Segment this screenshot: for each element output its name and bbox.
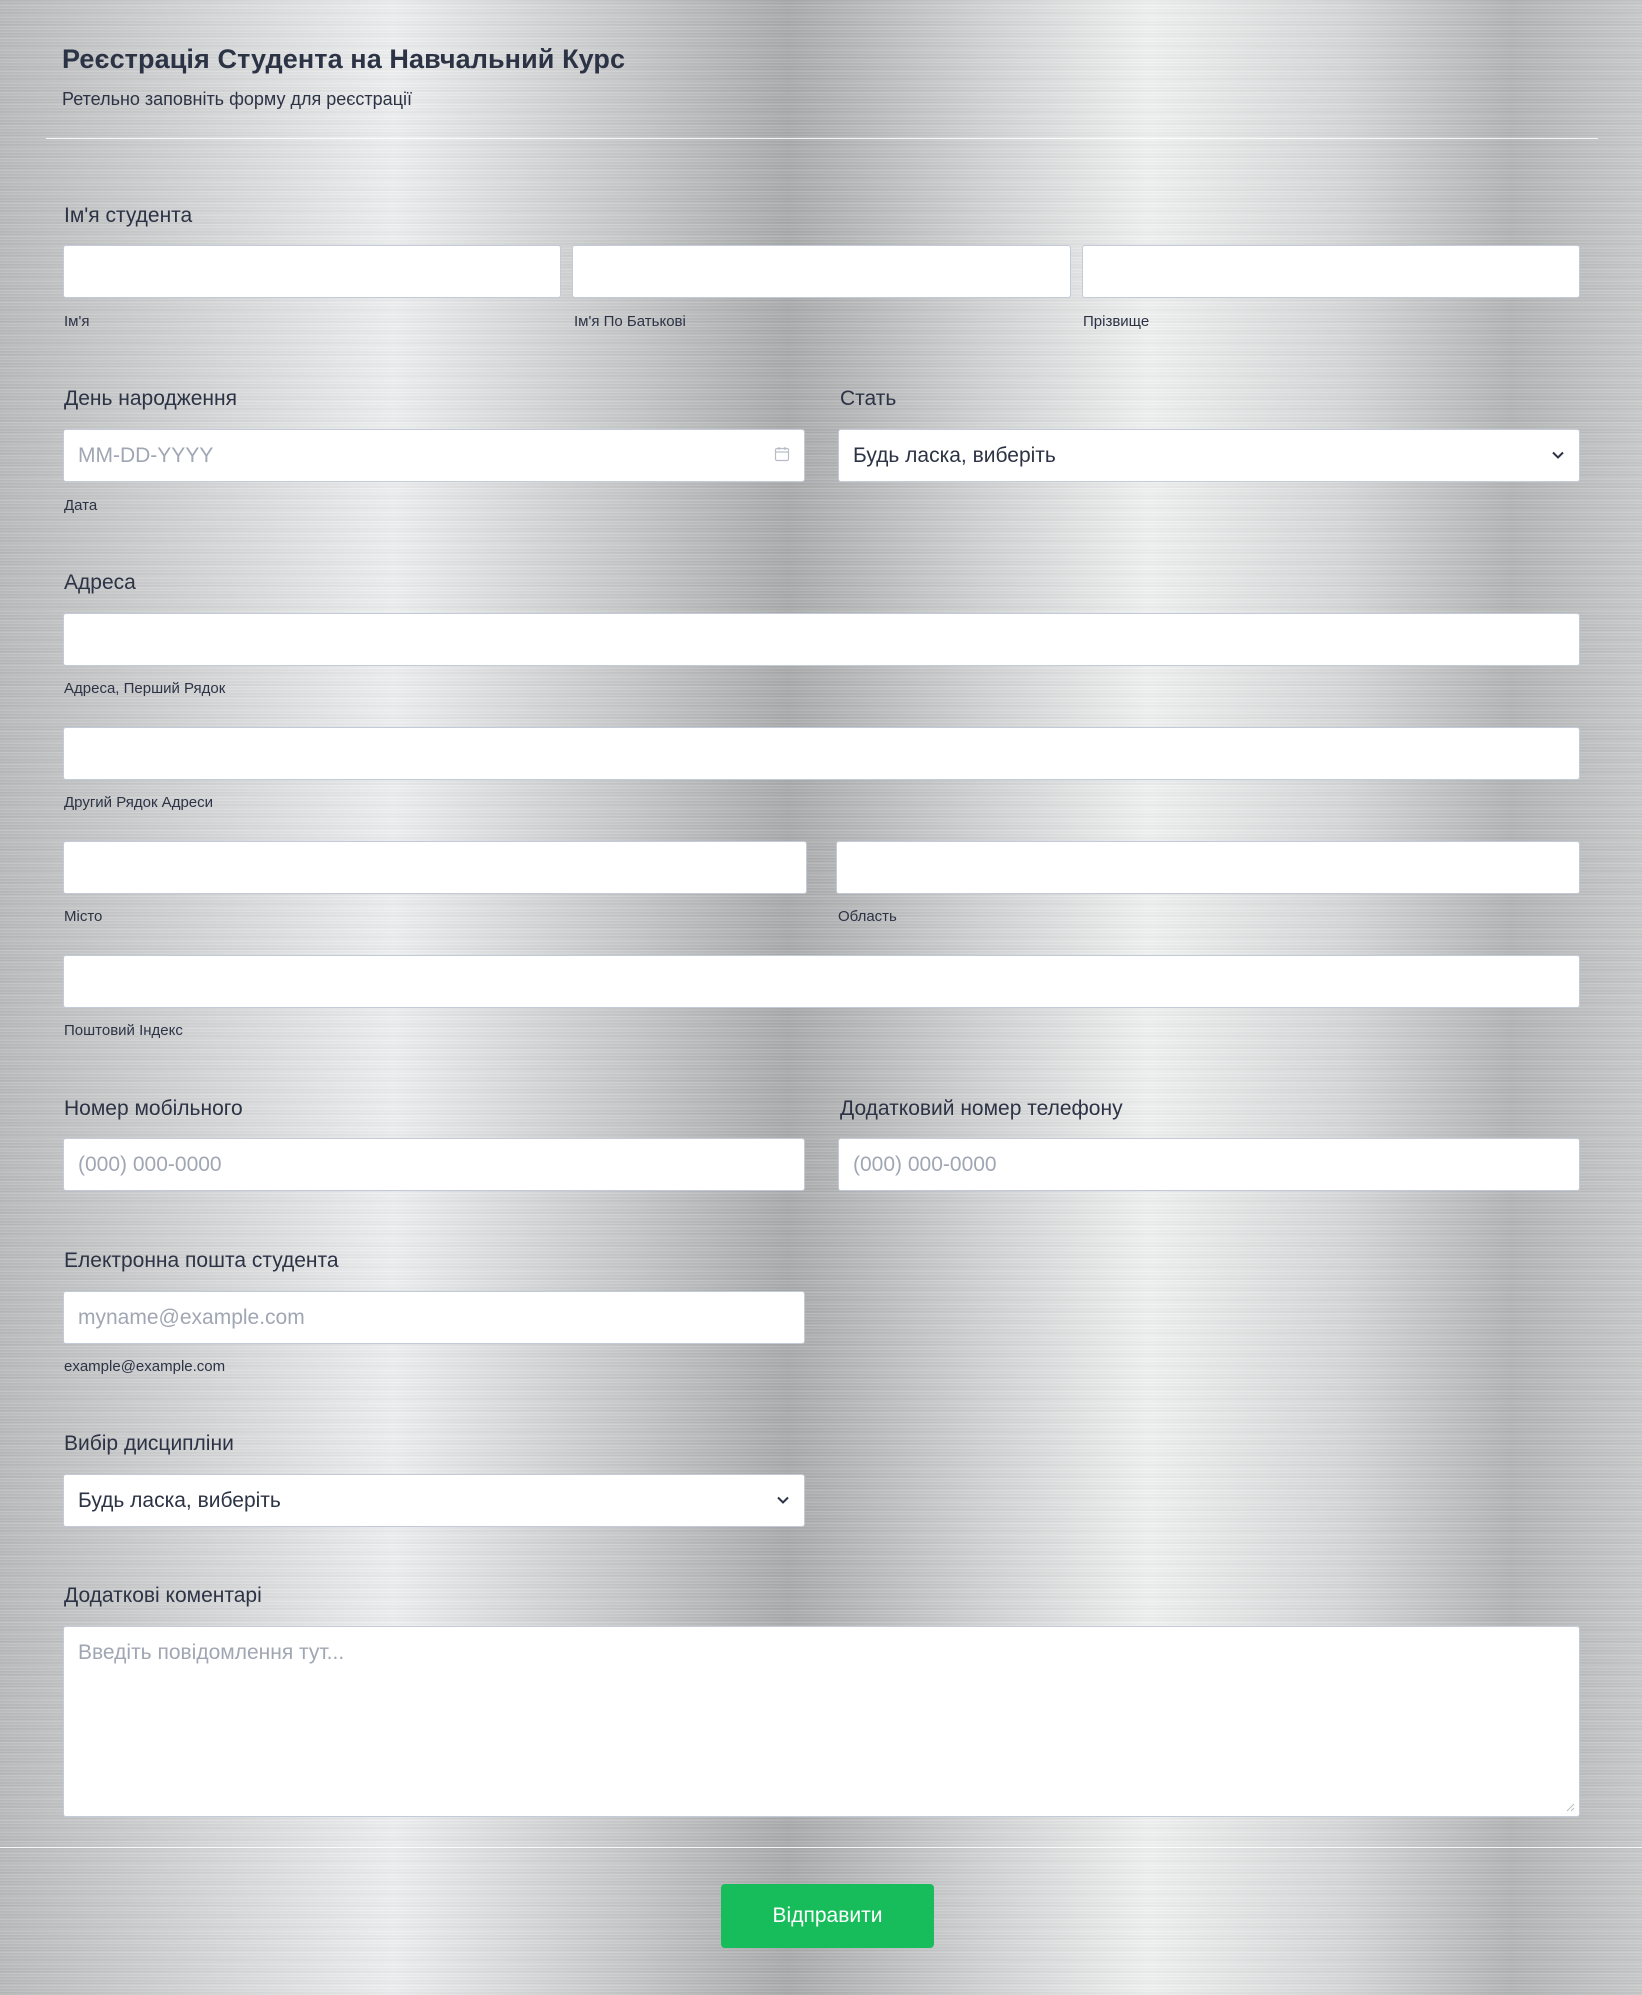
extra-phone-placeholder: (000) 000-0000 [853, 1152, 997, 1176]
submit-button[interactable]: Відправити [721, 1884, 934, 1948]
form-title: Реєстрація Студента на Навчальний Курс [62, 44, 626, 74]
discipline-label: Вибір дисципліни [64, 1432, 234, 1455]
region-input[interactable] [836, 841, 1580, 894]
gender-select[interactable] [838, 429, 1580, 482]
discipline-selected-value: Будь ласка, виберіть [78, 1488, 281, 1512]
extra-phone-label: Додатковий номер телефону [840, 1097, 1123, 1120]
chevron-down-icon [1551, 448, 1565, 462]
last-name-input[interactable] [1082, 245, 1580, 298]
mobile-input[interactable] [63, 1138, 805, 1191]
form-subtitle: Ретельно заповніть форму для реєстрації [62, 89, 413, 109]
city-sublabel: Місто [64, 908, 103, 925]
address-line1-sublabel: Адреса, Перший Рядок [64, 680, 226, 697]
address-line2-input[interactable] [63, 727, 1580, 780]
extra-phone-input[interactable] [838, 1138, 1580, 1191]
header-divider [46, 138, 1598, 139]
last-name-sublabel: Прізвище [1083, 313, 1150, 330]
mobile-placeholder: (000) 000-0000 [78, 1152, 222, 1176]
resize-handle-icon[interactable] [1565, 1802, 1575, 1812]
postal-code-sublabel: Поштовий Індекс [64, 1022, 183, 1039]
city-input[interactable] [63, 841, 807, 894]
chevron-down-icon [776, 1493, 790, 1507]
discipline-select[interactable] [63, 1474, 805, 1527]
email-sublabel: example@example.com [64, 1358, 226, 1375]
form-header [62, 44, 625, 110]
region-sublabel: Область [838, 908, 897, 925]
mobile-label: Номер мобільного [64, 1097, 243, 1120]
footer-divider [0, 1847, 1642, 1848]
comments-label: Додаткові коментарі [64, 1584, 262, 1607]
postal-code-input[interactable] [63, 955, 1580, 1008]
address-line2-sublabel: Другий Рядок Адреси [64, 794, 214, 811]
birthday-placeholder: MM-DD-YYYY [78, 443, 214, 467]
email-placeholder: myname@example.com [78, 1305, 305, 1329]
first-name-input[interactable] [63, 245, 561, 298]
comments-textarea[interactable] [63, 1626, 1580, 1817]
birthday-sublabel: Дата [64, 497, 98, 514]
gender-label: Стать [840, 387, 897, 410]
comments-placeholder: Введіть повідомлення тут... [78, 1641, 345, 1664]
calendar-icon[interactable] [774, 446, 790, 462]
address-line1-input[interactable] [63, 613, 1580, 666]
address-label: Адреса [64, 571, 136, 594]
first-name-sublabel: Ім'я [64, 313, 90, 330]
email-input[interactable] [63, 1291, 805, 1344]
middle-name-input[interactable] [572, 245, 1071, 298]
middle-name-sublabel: Ім'я По Батькові [574, 313, 686, 330]
birthday-label: День народження [64, 387, 237, 410]
birthday-date-input[interactable] [63, 429, 805, 482]
email-label: Електронна пошта студента [64, 1249, 339, 1272]
gender-selected-value: Будь ласка, виберіть [853, 443, 1056, 467]
student-name-label: Ім'я студента [64, 204, 193, 227]
